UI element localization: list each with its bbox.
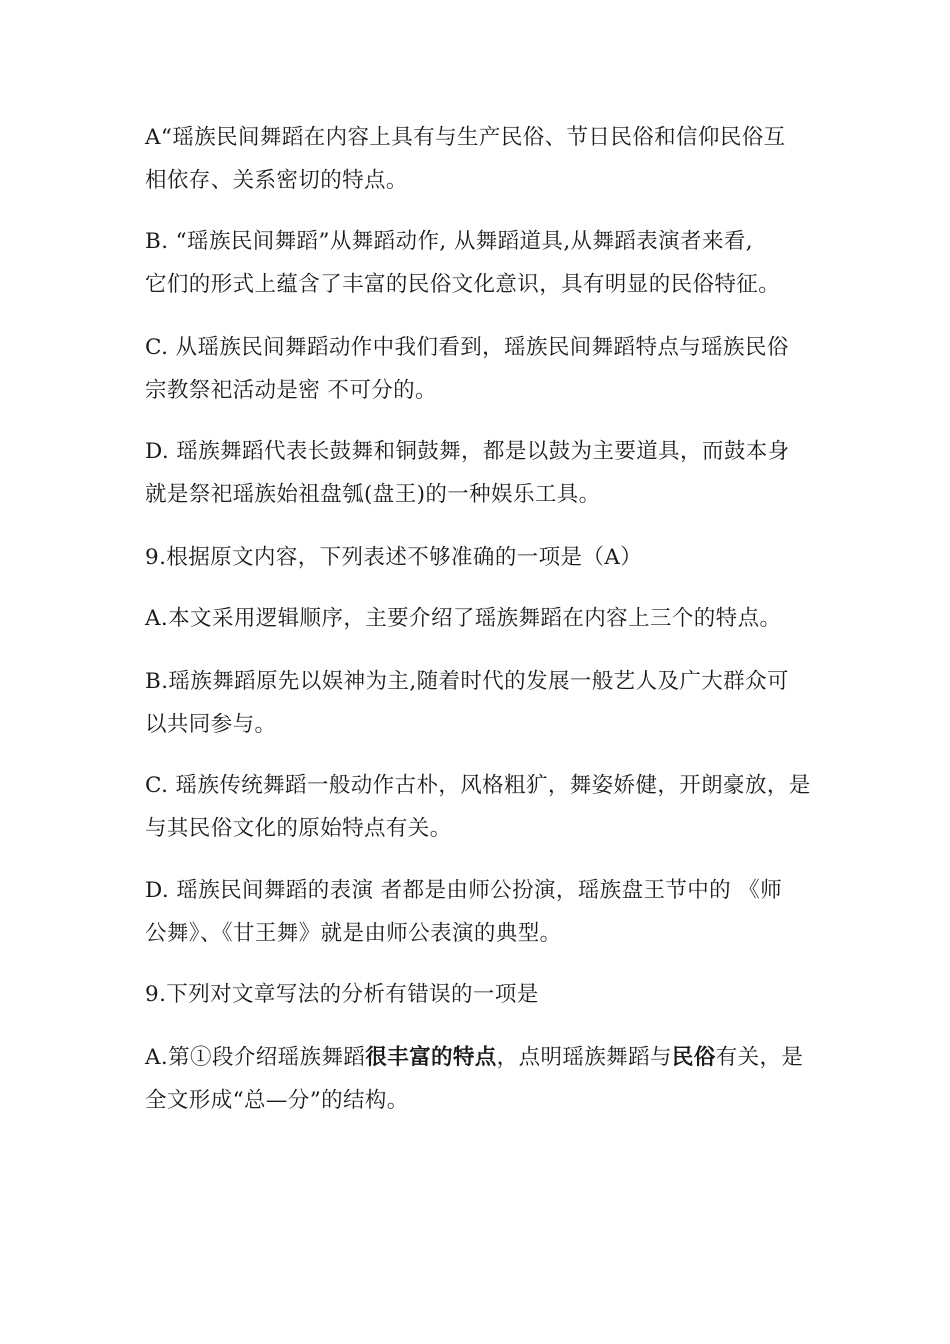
- text-line: 9.根据原文内容，下列表述不够准确的一项是（A）: [145, 545, 643, 570]
- text-line: [145, 1036, 815, 1079]
- q9-option-d: [145, 869, 815, 955]
- option-b-paragraph: [145, 220, 815, 306]
- text-run: ，点明瑶族舞蹈与: [496, 1045, 672, 1070]
- text-line: B. “瑶族民间舞蹈”从舞蹈动作, 从舞蹈道具,从舞蹈表演者来看,: [145, 229, 753, 254]
- option-a-paragraph: [145, 116, 815, 202]
- question-9-heading: [145, 536, 815, 579]
- q9-option-b: [145, 660, 815, 746]
- q9b-option-a: [145, 1036, 815, 1122]
- text-line: 以共同参与。: [145, 712, 277, 737]
- text-line: 就是祭祀瑶族始祖盘瓠(盘王)的一种娱乐工具。: [145, 482, 601, 507]
- q9-option-c: [145, 764, 815, 850]
- text-line: 公舞》、《甘王舞》就是由师公表演的典型。: [145, 921, 562, 946]
- text-line: 它们的形式上蕴含了丰富的民俗文化意识，具有明显的民俗特征。: [145, 272, 781, 297]
- text-line: 宗教祭祀活动是密 不可分的。: [145, 378, 437, 403]
- text-run: 有关，是: [715, 1045, 804, 1070]
- text-line: 全文形成“总—分”的结构。: [145, 1088, 409, 1113]
- text-line: 9.下列对文章写法的分析有错误的一项是: [145, 982, 539, 1007]
- option-d-paragraph: [145, 430, 815, 516]
- text-run: A.第①段介绍瑶族舞蹈: [145, 1045, 366, 1070]
- text-line: D. 瑶族舞蹈代表长鼓舞和铜鼓舞，都是以鼓为主要道具，而鼓本身: [145, 439, 790, 464]
- text-line: D. 瑶族民间舞蹈的表演 者都是由师公扮演，瑶族盘王节中的 《师: [145, 878, 783, 903]
- question-9b-heading: [145, 973, 815, 1016]
- text-line: 与其民俗文化的原始特点有关。: [145, 816, 452, 841]
- text-line: B.瑶族舞蹈原先以娱神为主,随着时代的发展一般艺人及广大群众可: [145, 669, 789, 694]
- text-line: A“瑶族民间舞蹈在内容上具有与生产民俗、节日民俗和信仰民俗互: [145, 125, 786, 150]
- q9-option-a: [145, 597, 815, 640]
- text-line: C. 从瑶族民间舞蹈动作中我们看到，瑶族民间舞蹈特点与瑶族民俗: [145, 335, 789, 360]
- text-line: 相依存、关系密切的特点。: [145, 168, 408, 193]
- bold-text-run: 很丰富的特点: [365, 1045, 497, 1070]
- text-line: A.本文采用逻辑顺序，主要介绍了瑶族舞蹈在内容上三个的特点。: [145, 606, 782, 631]
- bold-text-run: 民俗: [671, 1045, 716, 1070]
- option-c-paragraph: [145, 326, 815, 412]
- text-line: C. 瑶族传统舞蹈一般动作古朴，风格粗犷，舞姿娇健，开朗豪放，是: [145, 773, 811, 798]
